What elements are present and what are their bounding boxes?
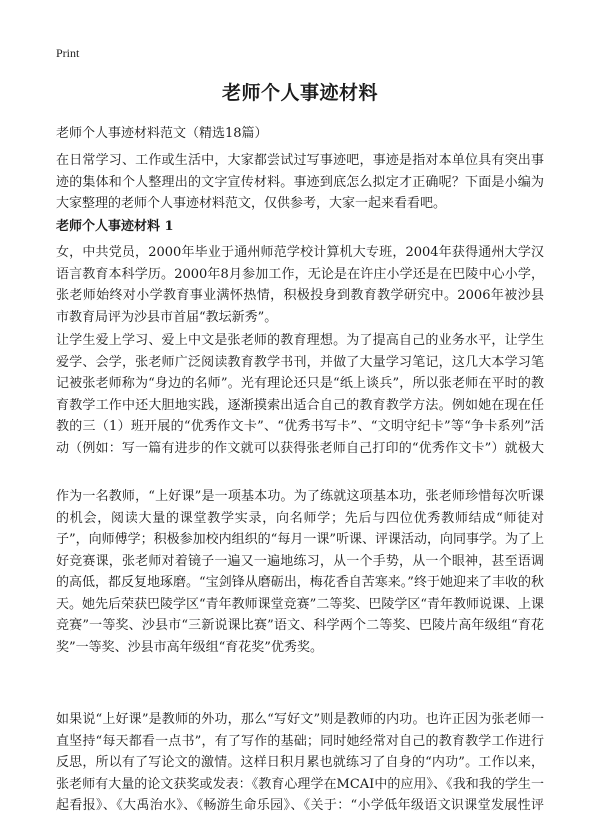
intro-paragraph: 在日常学习、工作或生活中，大家都尝试过写事迹吧，事迹是指对本单位具有突出事迹的集体和个人整理出的文字宣传材料。事迹到底怎么拟定才正确呢？下面是小编为大家整理的老师个人事迹材料范文，仅供参考，大家一起来看看吧。 xyxy=(56,153,544,211)
body-paragraph: 如果说“上好课”是教师的外功，那么“写好文”则是教师的内功。也许正因为张老师一直坚持“每天都看一点书”，有了写作的基础；同时她经常对自己的教育教学工作进行反思，所以有了写论文的激情。这样日积月累也就练习了自身的“内功”。工作以来，张老师有大量的论文获奖或发表：《教育心理学在MCAI中的应用》、《我和我的学生一起看报》、《大禹治水》、《畅游生命乐园》、《关于：“小学低年级语文识课堂发展性评 xyxy=(56,712,544,813)
page-title: 老师个人事迹材料 xyxy=(221,82,378,104)
body-paragraph: 让学生爱上学习、爱上中文是张老师的教育理想。为了提高自己的业务水平，让学生爱学、会学，张老师广泛阅读教育教学书刊，并做了大量学习笔记，这几大本学习笔记被张老师称为“身边的名师”。光有理论还只是“纸上谈兵”，所以张老师在平时的教育教学工作中还大胆地实践，逐渐摸索出适合自己的教育教学方法。例如她在现在任教的三（1）班开展的“优秀作文卡”、“优秀书写卡”、“文明守纪卡”等“争卡系列”活动（例如：写一篇有进步的作文就可以获得张老师自己打印的“优秀作文卡”）就极大 xyxy=(56,333,544,456)
body-paragraph: 作为一名教师，“上好课”是一项基本功。为了练就这项基本功，张老师珍惜每次听课的机会，阅读大量的课堂教学实录，向名师学；先后与四位优秀教师结成“师徒对子”，向师傅学；积极参加校内组织的“每月一课”听课、评课活动，向同事学。为了上好竞赛课，张老师对着镜子一遍又一遍地练习，从一个手势，从一个眼神，甚至语调的高低，都反复地琢磨。“宝剑锋从磨砺出，梅花香自苦寒来。”终于她迎来了丰收的秋天。她先后荣获巴陵学区“青年教师课堂竞赛”二等奖、巴陵学区“青年教师说课、上课竞赛”一等奖、沙县市“三新说课比赛”语文、科学两个二等奖、巴陵片高年级组“育花奖”一等奖、沙县市高年级组“育花奖”优秀奖。 xyxy=(56,489,544,655)
body-paragraph: 女，中共党员，2000年毕业于通州师范学校计算机大专班，2004年获得通州大学汉语言教育本科学历。2000年8月参加工作，无论是在许庄小学还是在巴陵中心小学，张老师始终对小学教育事业满怀热情，积极投身到教育教学研究中。2006年被沙县市教育局评为沙县市首届“教坛新秀”。 xyxy=(56,245,544,325)
subtitle: 老师个人事迹材料范文（精选18篇） xyxy=(56,126,268,141)
print-link[interactable]: Print xyxy=(56,46,80,60)
section-heading: 老师个人事迹材料 1 xyxy=(56,219,174,234)
